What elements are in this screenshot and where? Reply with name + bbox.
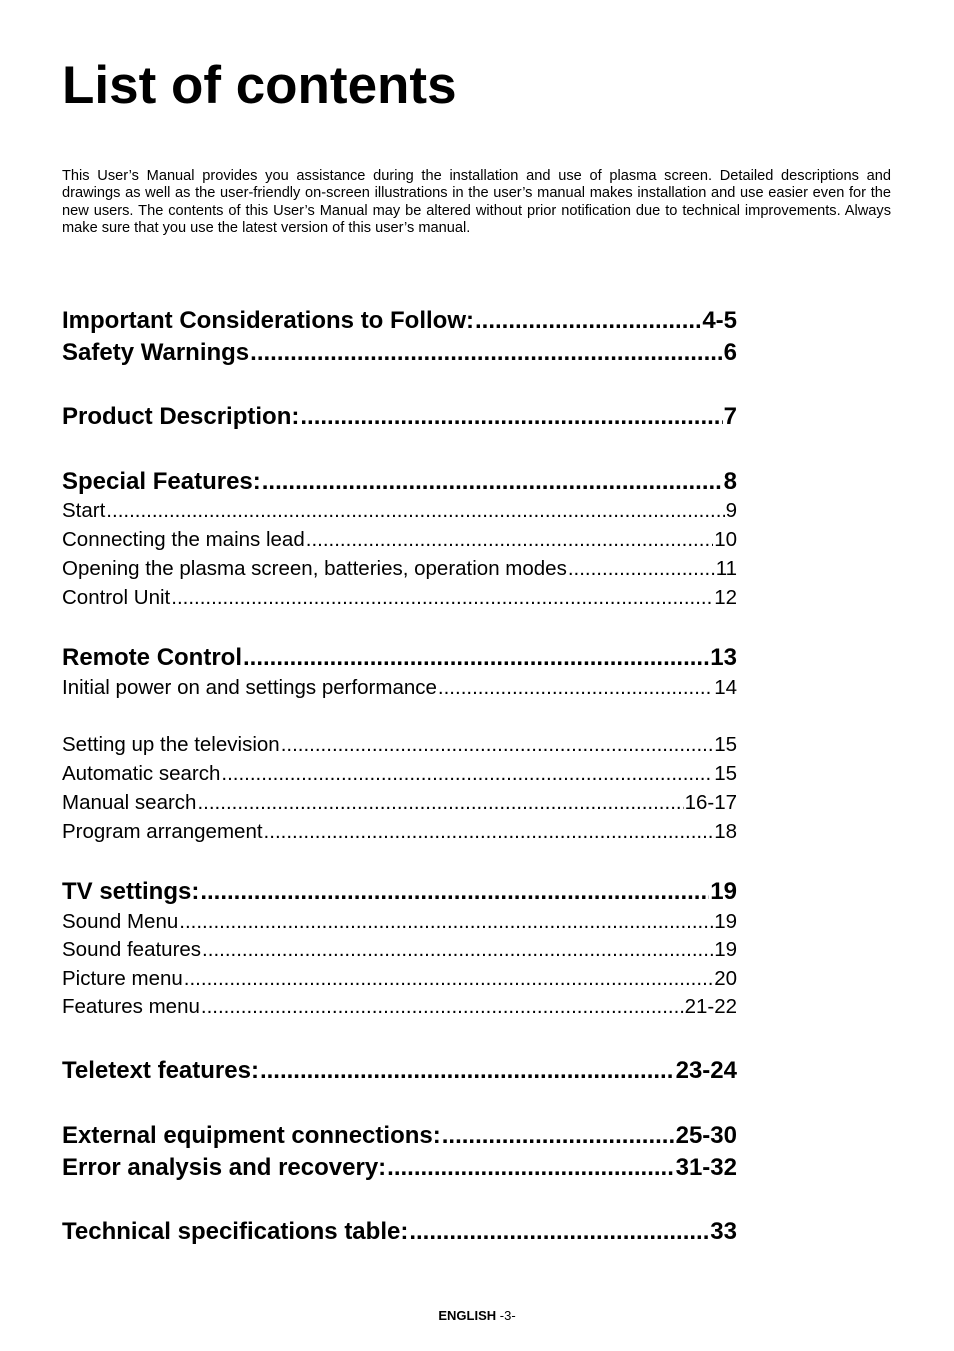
toc-leader — [306, 527, 713, 553]
toc-page: 7 — [723, 403, 737, 430]
toc-page: 14 — [714, 676, 737, 699]
toc-page: 19 — [710, 878, 737, 905]
toc-label: Remote Control — [62, 644, 242, 671]
toc-entry — [62, 877, 737, 907]
toc-entry — [62, 306, 737, 336]
toc-leader — [568, 556, 715, 582]
toc-subentry — [62, 498, 737, 524]
toc-entry — [62, 1217, 737, 1247]
toc-leader — [250, 338, 722, 368]
toc-leader — [475, 306, 701, 336]
toc-label: Initial power on and settings performance — [62, 676, 437, 699]
toc-label: Picture menu — [62, 967, 183, 990]
toc-label: Features menu — [62, 995, 200, 1018]
toc-leader — [409, 1217, 709, 1247]
toc-label: Automatic search — [62, 762, 221, 785]
toc-leader — [243, 643, 709, 673]
toc-entry — [62, 338, 737, 368]
toc-label: Start — [62, 499, 106, 522]
toc-leader — [300, 402, 722, 432]
toc-entry — [62, 402, 737, 432]
toc-label: Opening the plasma screen, batteries, operation modes — [62, 557, 567, 580]
toc-page: 15 — [714, 762, 737, 785]
toc-leader — [202, 937, 713, 963]
toc-label: Error analysis and recovery: — [62, 1154, 387, 1181]
toc-page: 4-5 — [702, 307, 737, 334]
toc-entry — [62, 643, 737, 673]
toc-label: Safety Warnings — [62, 339, 250, 366]
toc-leader — [200, 877, 709, 907]
toc-subentry — [62, 819, 737, 845]
toc-subentry — [62, 966, 737, 992]
toc-label: Technical specifications table: — [62, 1218, 409, 1245]
toc-subentry — [62, 675, 737, 701]
toc-subentry — [62, 937, 737, 963]
toc-entry — [62, 1153, 737, 1183]
toc-label: Manual search — [62, 791, 197, 814]
toc-page: 23-24 — [675, 1057, 737, 1084]
toc-subentry — [62, 585, 737, 611]
toc-label: TV settings: — [62, 878, 200, 905]
toc-subentry — [62, 761, 737, 787]
toc-page: 15 — [714, 733, 737, 756]
toc-subentry — [62, 994, 737, 1020]
toc-page: 13 — [710, 644, 737, 671]
toc-leader — [281, 732, 714, 758]
toc-leader — [260, 1056, 675, 1086]
toc-leader — [387, 1153, 674, 1183]
toc-leader — [221, 761, 713, 787]
toc-label: Sound features — [62, 938, 202, 961]
toc-page: 19 — [714, 910, 737, 933]
toc-subentry — [62, 909, 737, 935]
toc-page: 25-30 — [675, 1122, 737, 1149]
toc-entry — [62, 467, 737, 497]
intro-paragraph: This User’s Manual provides you assistance during the installation and use of plasma screen. Detailed descriptions and drawings as well as the user-friendly on-screen illustrations in the user’s manual makes installation and use easier even for the new users. The contents of this User’s Manual may be altered without prior notification due to technical improvements. Always make sure that you use the latest version of this user’s manual. — [62, 168, 891, 237]
toc-page: 9 — [725, 499, 737, 522]
toc-leader — [179, 909, 713, 935]
toc-label: Sound Menu — [62, 910, 179, 933]
toc-leader — [262, 467, 723, 497]
toc-page: 31-32 — [675, 1154, 737, 1181]
toc-leader — [201, 994, 684, 1020]
toc-page: 19 — [714, 938, 737, 961]
toc-page: 16-17 — [684, 791, 737, 814]
toc-entry — [62, 1056, 737, 1086]
toc-label: Control Unit — [62, 586, 171, 609]
toc-leader — [264, 819, 714, 845]
toc-page: 10 — [714, 528, 737, 551]
toc-subentry — [62, 790, 737, 816]
footer-language: ENGLISH — [438, 1308, 497, 1323]
toc-subentry — [62, 527, 737, 553]
toc-page: 11 — [715, 557, 737, 580]
toc-leader — [438, 675, 713, 701]
page-footer — [0, 1308, 954, 1323]
toc-leader — [442, 1121, 675, 1151]
toc-leader — [106, 498, 724, 524]
toc-page: 6 — [723, 339, 737, 366]
toc-leader — [171, 585, 713, 611]
toc-label: Important Considerations to Follow: — [62, 307, 474, 334]
toc-label: Connecting the mains lead — [62, 528, 305, 551]
toc-leader — [184, 966, 713, 992]
footer-page-number: -3- — [499, 1308, 516, 1323]
toc-page: 20 — [714, 967, 737, 990]
toc-page: 18 — [714, 820, 737, 843]
toc-page: 33 — [710, 1218, 737, 1245]
toc-entry — [62, 1121, 737, 1151]
toc-page: 12 — [714, 586, 737, 609]
toc-subentry — [62, 732, 737, 758]
toc-leader — [197, 790, 683, 816]
toc-label: Teletext features: — [62, 1057, 259, 1084]
toc-subentry — [62, 556, 737, 582]
toc-page: 8 — [723, 468, 737, 495]
toc-page: 21-22 — [684, 995, 737, 1018]
toc-label: Setting up the television — [62, 733, 280, 756]
page-title: List of contents — [62, 56, 457, 115]
toc-label: Product Description: — [62, 403, 300, 430]
toc-label: Special Features: — [62, 468, 261, 495]
toc-label: Program arrangement — [62, 820, 263, 843]
toc-label: External equipment connections: — [62, 1122, 441, 1149]
